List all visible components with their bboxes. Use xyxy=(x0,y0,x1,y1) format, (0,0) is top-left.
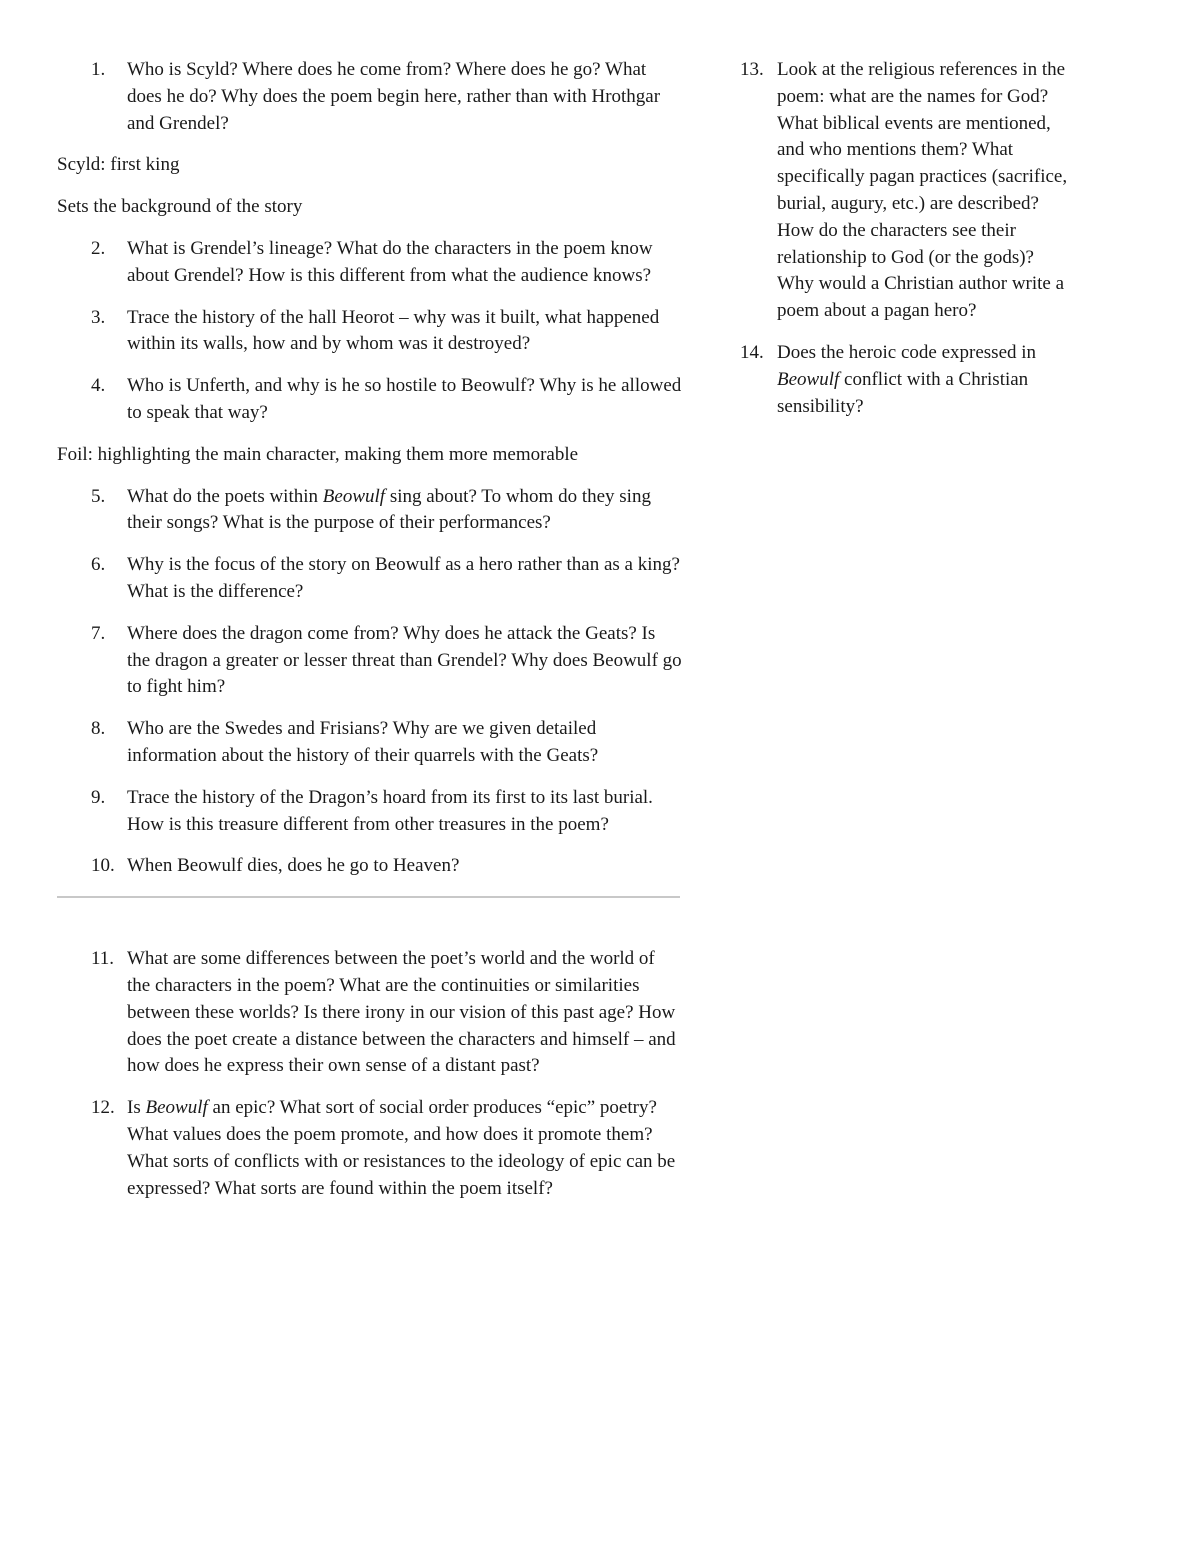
question-number: 4. xyxy=(91,375,106,397)
question-text-pre: What do the poets within xyxy=(127,485,323,507)
question-number: 6. xyxy=(91,554,106,576)
question-3 xyxy=(57,305,682,359)
question-text: Who is Unferth, and why is he so hostile to Beowulf? Why is he allowed to speak that way? xyxy=(127,375,682,423)
question-number: 9. xyxy=(91,786,106,808)
poem-title: Beowulf xyxy=(145,1097,208,1119)
question-13 xyxy=(740,57,1070,325)
question-text: Trace the history of the Dragon’s hoard from its first to its last burial. How is this treasure different from other treasures in the poem? xyxy=(127,786,653,835)
question-8 xyxy=(57,716,682,770)
question-text: Trace the history of the hall Heorot – why was it built, what happened within its walls, how and by whom was it destroyed? xyxy=(127,306,660,355)
question-text: Look at the religious references in the poem: what are the names for God? What biblical events are mentioned, and who mentions them? What specifically pagan practices (sacrifice, burial, augury, etc.) are described? How do the characters see their relationship to God (or the gods)? Why would a Christian author write a poem about a pagan hero? xyxy=(777,59,1068,322)
question-number: 3. xyxy=(91,306,106,328)
answer-note-scyld: Scyld: first king xyxy=(57,154,180,176)
question-text-pre: Does the heroic code expressed in xyxy=(777,341,1037,363)
question-text-post: conflict with a Christian sensibility? xyxy=(777,368,1029,417)
question-text-post: sing about? To whom do they sing their songs? What is the purpose of their performances? xyxy=(127,485,651,534)
question-number: 5. xyxy=(91,485,106,507)
question-11 xyxy=(57,946,682,1080)
question-number: 2. xyxy=(91,237,106,259)
section-divider xyxy=(57,896,680,898)
question-1 xyxy=(57,57,682,137)
question-text: Where does the dragon come from? Why does he attack the Geats? Is the dragon a greater or lesser threat than Grendel? Why does Beowulf go to fight him? xyxy=(127,622,682,698)
question-number: 12. xyxy=(91,1097,115,1119)
right-column xyxy=(740,57,1070,435)
question-4 xyxy=(57,373,682,427)
question-number: 11. xyxy=(91,948,115,970)
question-number: 14. xyxy=(740,341,764,363)
question-10 xyxy=(57,853,682,880)
question-number: 7. xyxy=(91,622,106,644)
question-5 xyxy=(57,484,682,538)
question-text-pre: Is xyxy=(127,1097,146,1119)
question-text: Who are the Swedes and Frisians? Why are we given detailed information about the history of their quarrels with the Geats? xyxy=(127,718,599,766)
question-9 xyxy=(57,785,682,839)
question-text: When Beowulf dies, does he go to Heaven? xyxy=(127,855,460,877)
question-12 xyxy=(57,1095,682,1202)
question-6 xyxy=(57,552,682,606)
answer-note-background: Sets the background of the story xyxy=(57,196,303,218)
question-text: Why is the focus of the story on Beowulf as a hero rather than as a king? What is the difference? xyxy=(127,554,680,602)
question-7 xyxy=(57,621,682,701)
left-column xyxy=(57,57,682,1217)
question-2 xyxy=(57,236,682,290)
question-text-post: an epic? What sort of social order produces “epic” poetry? What values does the poem promote, and how does it promote them? What sorts of conflicts with or resistances to the ideology of epic can be expressed? What sorts are found within the poem itself? xyxy=(127,1097,676,1199)
question-text: What are some differences between the poet’s world and the world of the characters in the poem? What are the continuities or similarities between these worlds? Is there irony in our vision of this past age? How does the poet create a distance between the characters and himself – and how does he express their own sense of a distant past? xyxy=(127,948,676,1077)
answer-note-foil: Foil: highlighting the main character, making them more memorable xyxy=(57,443,579,465)
poem-title: Beowulf xyxy=(777,368,840,390)
question-text: Who is Scyld? Where does he come from? Where does he go? What does he do? Why does the poem begin here, rather than with Hrothgar and Grendel? xyxy=(127,59,661,134)
poem-title: Beowulf xyxy=(322,485,386,507)
question-number: 8. xyxy=(91,718,106,740)
question-number: 10. xyxy=(91,855,115,877)
question-text: What is Grendel’s lineage? What do the characters in the poem know about Grendel? How is this different from what the audience knows? xyxy=(127,237,653,286)
question-14 xyxy=(740,340,1070,420)
question-number: 13. xyxy=(740,59,764,80)
question-number: 1. xyxy=(91,59,106,80)
